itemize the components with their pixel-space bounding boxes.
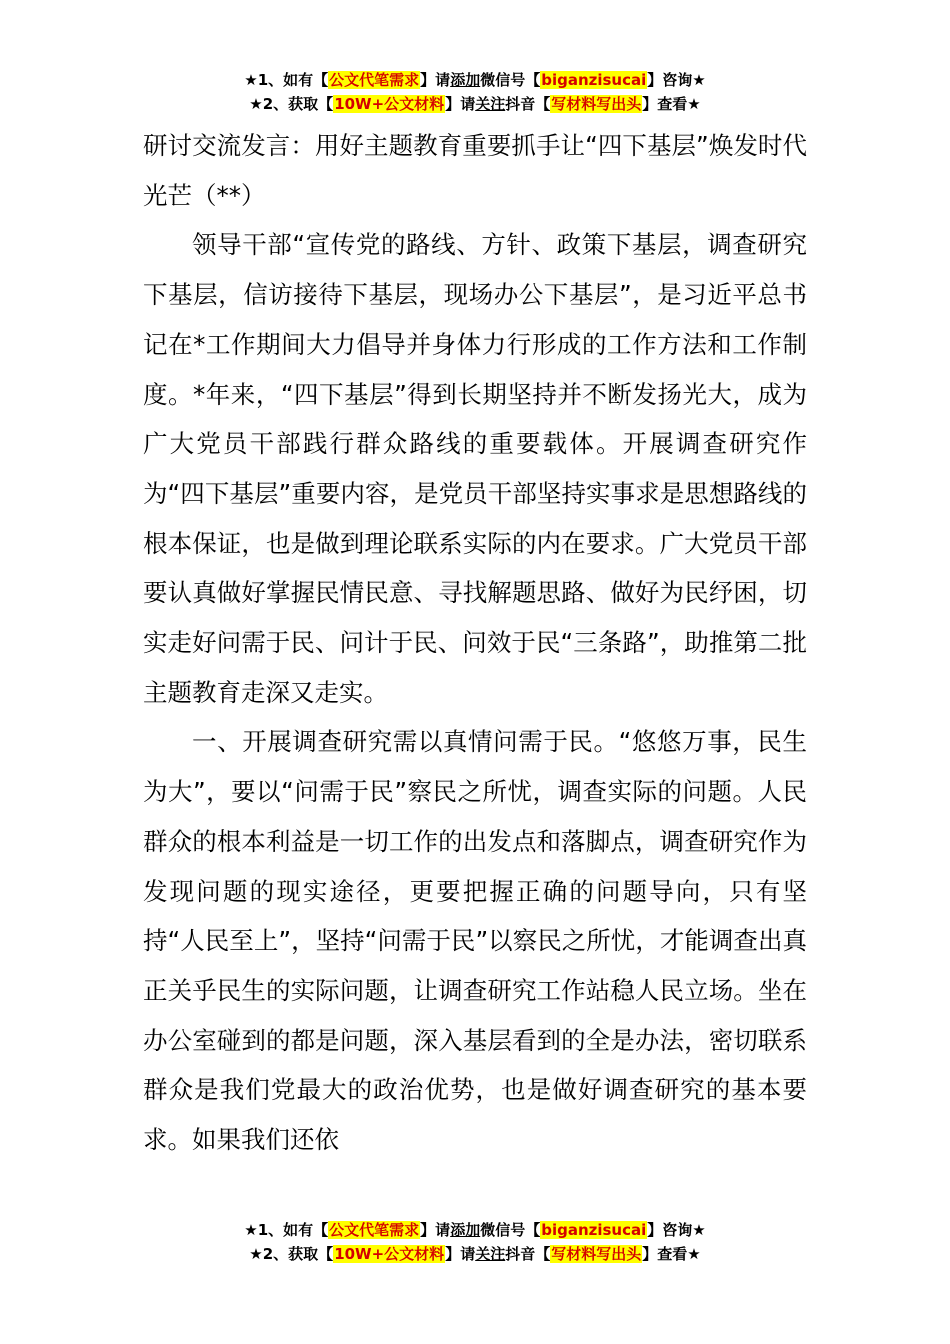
paragraph-section-1: 一、开展调查研究需以真情问需于民。“悠悠万事，民生为大”，要以“问需于民”察民之所忧，调查实际的问题。人民群众的根本利益是一切工作的出发点和落脚点，调查研究作为发现问题的现实途径，更要把握正确的问题导向，只有坚持“人民至上”，坚持“问需于民”以察民之所忧，才能调查出真正关乎民生的实际问题，让调查研究工作站稳人民立场。坐在办公室碰到的都是问题，深入基层看到的全是办法，密切联系群众是我们党最大的政治优势，也是做好调查研究的基本要求。如果我们还依 [143, 727, 807, 1155]
highlight-text: 公文代笔需求 [329, 1221, 420, 1239]
footer-banner [0, 1218, 950, 1266]
footer-banner-line-1: ★1、如有【公文代笔需求】请添加微信号【biganzisucai】咨询★ [244, 1221, 706, 1239]
footer-banner-line-2: ★2、获取【10W+公文材料】请关注抖音【写材料写出头】查看★ [249, 1245, 701, 1263]
header-banner-line-2: ★2、获取【10W+公文材料】请关注抖音【写材料写出头】查看★ [249, 95, 701, 113]
document-title: 研讨交流发言：用好主题教育重要抓手让“四下基层”焕发时代光芒（**） [143, 131, 807, 210]
paragraph-intro: 领导干部“宣传党的路线、方针、政策下基层，调查研究下基层，信访接待下基层，现场办公下基层”，是习近平总书记在*工作期间大力倡导并身体力行形成的工作方法和工作制度。*年来，“四下基层”得到长期坚持并不断发扬光大，成为广大党员干部践行群众路线的重要载体。开展调查研究作为“四下基层”重要内容，是党员干部坚持实事求是思想路线的根本保证，也是做到理论联系实际的内在要求。广大党员干部要认真做好掌握民情民意、寻找解题思路、做好为民纾困，切实走好问需于民、问计于民、问效于民“三条路”，助推第二批主题教育走深又走实。 [143, 230, 807, 707]
highlight-text: 公文代笔需求 [329, 71, 420, 89]
document-body [143, 121, 807, 1165]
highlight-text: 10W+公文材料 [334, 95, 445, 113]
wechat-id: biganzisucai [541, 71, 647, 89]
wechat-id: biganzisucai [541, 1221, 647, 1239]
highlight-text: 10W+公文材料 [334, 1245, 445, 1263]
douyin-account: 写材料写出头 [551, 1245, 642, 1263]
header-banner [0, 68, 950, 116]
douyin-account: 写材料写出头 [551, 95, 642, 113]
header-banner-line-1: ★1、如有【公文代笔需求】请添加微信号【biganzisucai】咨询★ [244, 71, 706, 89]
